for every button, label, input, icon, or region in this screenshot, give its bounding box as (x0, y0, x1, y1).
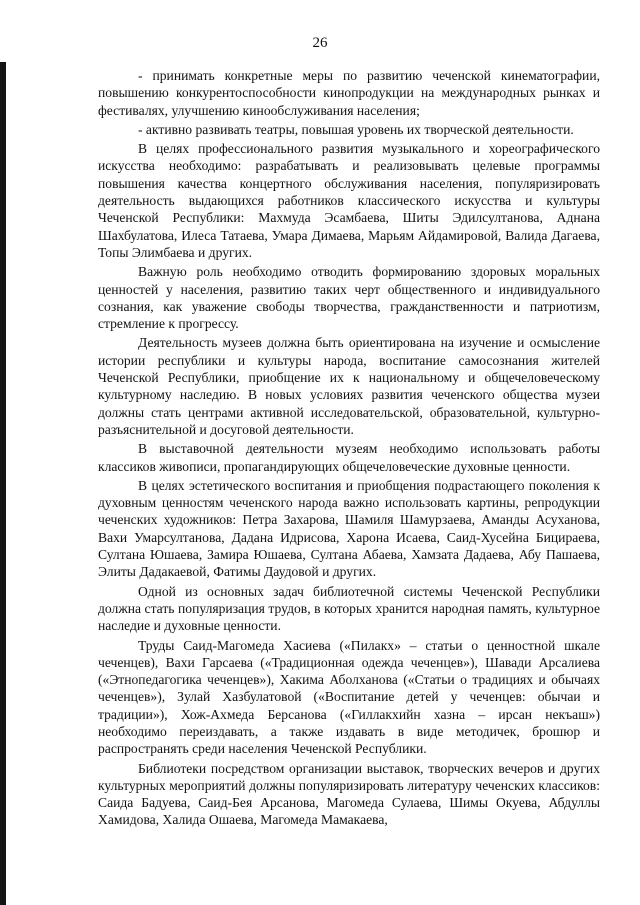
paragraph: Важную роль необходимо отводить формированию здоровых моральных ценностей у населения, развитию таких черт общественного и индивидуального сознания, как уважение свободы творчества, гражданственности и патриотизм, стремление к прогрессу. (98, 264, 600, 332)
paragraph: В целях профессионального развития музыкального и хореографического искусства необходимо: разрабатывать и реализовывать целевые программы повышения качества концертного обслуживания населения, популяризировать деятельность выдающихся работников классического искусства и культуры Чеченской Республики: Махмуда Эсамбаева, Шиты Эдилсултанова, Аднана Шахбулатова, Илеса Татаева, Умара Димаева, Марьям Айдамировой, Валида Дагаева, Топы Элимбаева и других. (98, 141, 600, 260)
paragraph: - активно развивать театры, повышая уровень их творческой деятельности. (138, 121, 574, 137)
paragraph: Деятельность музеев должна быть ориентирована на изучение и осмысление истории республики и культуры народа, воспитание самосознания жителей Чеченской Республики, приобщение их к национальному и общечеловеческому культурному наследию. В новых условиях развития чеченского общества музеи должны стать центрами активной исследовательской, образовательной, культурно-разъяснительной и досуговой деятельности. (98, 335, 600, 437)
scan-edge-bar (0, 62, 6, 905)
paragraph: В целях эстетического воспитания и приобщения подрастающего поколения к духовным ценностям чеченского народа важно использовать картины, репродукции чеченских художников: Петра Захарова, Шамиля Шамурзаева, Аманды Асуханова, Вахи Умарсултанова, Дадана Идрисова, Харона Исаева, Саид-Хусейна Бицираева, Султана Юшаева, Замира Юшаева, Султана Абаева, Хамзата Дадаева, Абу Пашаева, Элиты Дадакаевой, Фатимы Даудовой и других. (98, 477, 600, 580)
page-number: 26 (312, 35, 328, 51)
paragraph: Труды Саид-Магомеда Хасиева («Пилакх» – статьи о ценностной шкале чеченцев), Вахи Гарсаева («Традиционная одежда чеченцев»), Шавади Арсалиева («Этнопедагогика чеченцев»), Хакима Аболханова («Статьи о традициях и обычаях чеченцев»), Зулай Хазбулатовой («Воспитание детей у чеченцев: обычаи и традиции»), Хож-Ахмеда Берсанова («Гиллакхийн хазна – ирсан некъаш») необходимо переиздавать, а также издавать в виде методичек, брошюр и распространять среди населения Чеченской Республики. (98, 637, 600, 757)
document-body (98, 67, 600, 831)
paragraph: В выставочной деятельности музеям необходимо использовать работы классиков живописи, пропагандирующих общечеловеческие духовные ценности. (98, 441, 600, 474)
paragraph: - принимать конкретные меры по развитию чеченской кинематографии, повышению конкурентоспособности кинопродукции на международных рынках и фестивалях, улучшению кинообслуживания населения; (98, 68, 600, 118)
paragraph: Библиотеки посредством организации выставок, творческих вечеров и других культурных мероприятий должны популяризировать литературу чеченских классиков: Саида Бадуева, Саид-Бея Арсанова, Магомеда Сулаева, Шимы Окуева, Абдуллы Хамидова, Халида Ошаева, Магомеда Мамакаева, (98, 760, 600, 828)
paragraph: Одной из основных задач библиотечной системы Чеченской Республики должна стать популяризация трудов, в которых хранится народная память, культурное наследие и духовные ценности. (98, 583, 600, 634)
